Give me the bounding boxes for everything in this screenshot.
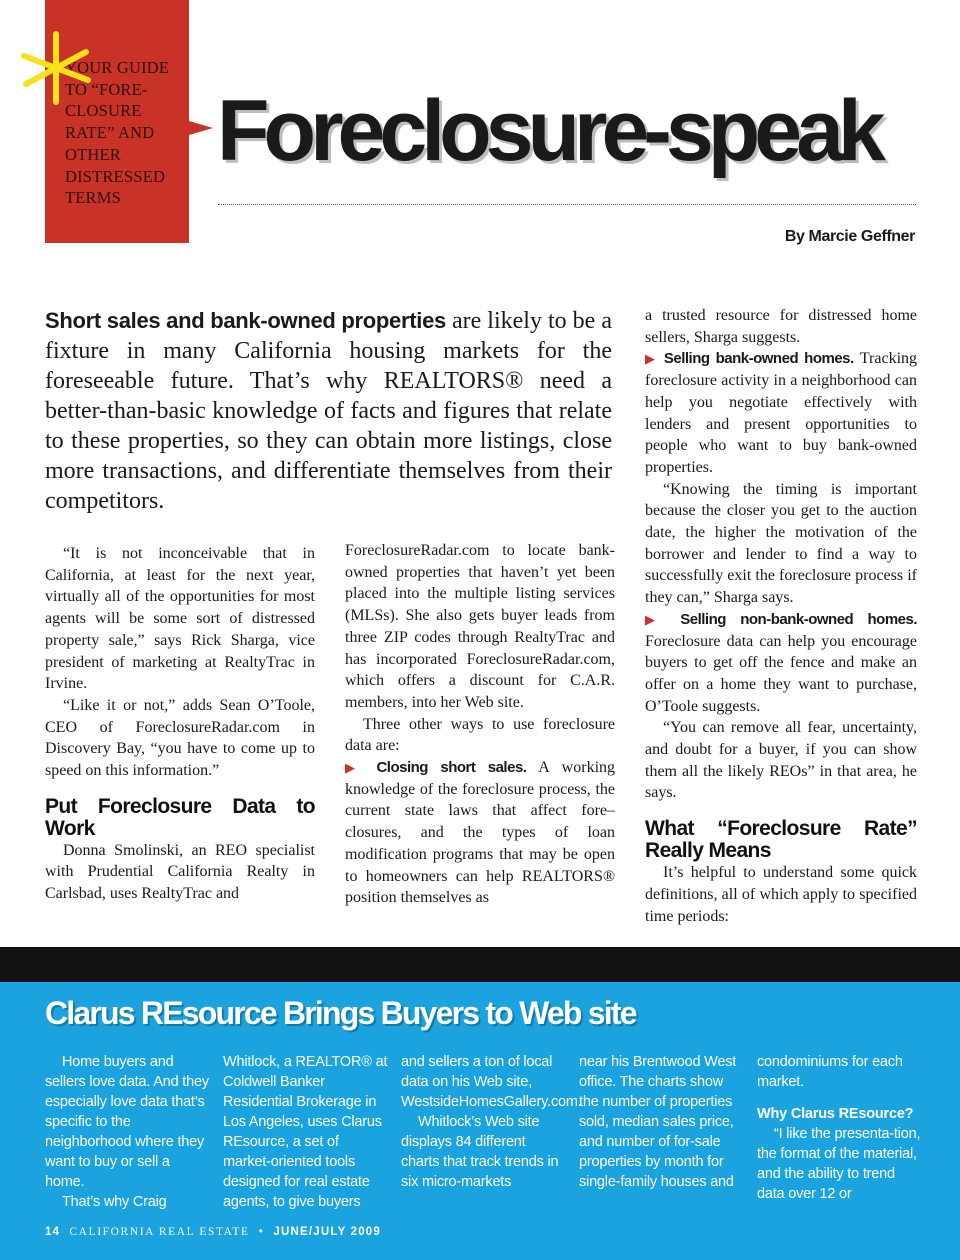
paragraph: It’s helpful to understand some quick definitions, all of which apply to specified time periods:: [645, 864, 917, 925]
sidebar-subhead: Why Clarus REsource?: [757, 1106, 914, 1122]
paragraph: and sellers a ton of local data on his Web site, WestsideHomesGallery.com.: [401, 1054, 582, 1110]
arrow-pointer-icon: [189, 121, 213, 135]
lead-in: Closing short sales.: [376, 759, 527, 777]
triangle-bullet-icon: ▶: [645, 611, 666, 627]
paragraph: “Like it or not,” adds Sean O’Toole, CEO of ForeclosureRadar.com in Discovery Bay, “you have to come up to speed on this information.”: [45, 696, 315, 780]
intro-paragraph: [45, 306, 612, 516]
sidebar-column-1: [45, 1052, 210, 1212]
publication-name: CALIFORNIA REAL ESTATE: [69, 1226, 250, 1238]
paragraph-text: Tracking foreclosure activity in a neighborhood can help you negotiate effectively with lenders and present opportunities to people who want to buy bank-owned properties.: [645, 350, 918, 476]
paragraph: Donna Smolinski, an REO specialist with Prudential California Realty in Carlsbad, uses RealtyTrac and: [45, 841, 315, 903]
paragraph: That’s why Craig: [62, 1194, 167, 1210]
paragraph: “Knowing the timing is important because the closer you get to the auction date, the higher the motivation of the borrower and lender to find a way to successfully exit the foreclosure process if they can,” Sharga says.: [645, 480, 917, 607]
article-column-2: [345, 540, 615, 909]
section-tab-text: YOUR GUIDE TO “FORE-CLOSURE RATE” AND OTHER DISTRESSED TERMS: [65, 58, 170, 208]
dotted-divider: [218, 204, 916, 205]
paragraph: [645, 609, 917, 718]
triangle-bullet-icon: ▶: [345, 760, 364, 776]
byline: By Marcie Geffner: [784, 228, 915, 245]
paragraph: condominiums for each market.: [757, 1054, 903, 1090]
paragraph-text: Foreclosure data can help you encourage buyers to get off the fence and make an offer on a home they want to purchase, O’Toole suggests.: [645, 632, 917, 715]
sidebar-top-band: [0, 947, 960, 982]
lead-in: Selling non-bank-owned homes.: [680, 610, 918, 628]
paragraph: ForeclosureRadar.com to locate bank-owned properties that haven’t yet been placed into the multiple listing services (MLSs). She also gets buyer leads from three ZIP codes through RealtyTrac and has incorporated ForeclosureRadar.com, which offers a discount for C.A.R. members, into her Web site.: [345, 542, 615, 711]
paragraph: a trusted resource for distressed home sellers, Sharga suggests.: [645, 307, 917, 346]
paragraph: Three other ways to use foreclosure data are:: [345, 715, 615, 755]
footer-bullet: •: [258, 1226, 265, 1238]
article-column-1: [45, 543, 315, 905]
paragraph: “It is not inconceivable that in California, at least for the next year, virtually all of the opportunities for most agents will be some sort of distressed property sale,” says Rick Sharga, vice president of marketing at RealtyTrac in Irvine.: [45, 545, 315, 693]
paragraph: Whitlock’s Web site displays 84 different charts that track trends in six micro-markets: [401, 1114, 559, 1190]
page-title: Foreclosure-speak: [217, 83, 880, 179]
page-footer: [45, 1226, 645, 1238]
star-icon: [16, 28, 96, 108]
triangle-bullet-icon: ▶: [645, 351, 658, 367]
sidebar-column-4: [579, 1052, 744, 1192]
paragraph: “I like the presenta-tion, the format of the material, and the ability to trend data over 12 or: [757, 1126, 921, 1202]
paragraph: [345, 757, 615, 909]
intro-lead: Short sales and bank-owned properties: [45, 308, 446, 333]
article-column-3: [645, 305, 917, 927]
paragraph: Home buyers and sellers love data. And they especially love data that’s specific to the neighborhood where they want to buy or sell a home.: [45, 1054, 209, 1190]
paragraph: near his Brentwood West office. The charts show the number of properties sold, median sales price, and number of for-sale properties by month for single-family houses and: [579, 1054, 737, 1190]
issue-date: JUNE/JULY 2009: [273, 1226, 382, 1238]
sidebar-column-5: [757, 1052, 922, 1204]
paragraph: “You can remove all fear, uncertainty, and doubt for a buyer, if you can show them all the likely REOs” in that area, he says.: [645, 719, 917, 802]
paragraph: [645, 348, 917, 478]
paragraph: Whitlock, a REALTOR® at Coldwell Banker Residential Brokerage in Los Angeles, uses Clarus REsource, a set of market-oriented tools designed for real estate agents, to give buyers: [223, 1054, 388, 1210]
lead-in: Selling bank-owned homes.: [663, 350, 854, 368]
subhead-foreclosure-rate: What “Foreclosure Rate” Really Means: [645, 817, 917, 863]
sidebar-title: Clarus REsource Brings Buyers to Web site: [45, 995, 636, 1031]
page-number: 14: [45, 1226, 61, 1238]
sidebar-column-3: [401, 1052, 582, 1192]
sidebar-column-2: [223, 1052, 388, 1212]
intro-body: are likely to be a fixture in many California housing markets for the foreseeable future. That’s why REALTORS® need a better-than-basic knowledge of facts and figures that relate to these properties, so they can obtain more listings, close more transactions, and differentiate themselves from their competitors.: [45, 308, 612, 514]
subhead-foreclosure-data: Put Foreclosure Data to Work: [45, 794, 315, 840]
paragraph-text: A working knowledge of the foreclosure process, the current state laws that affect fore–closures, and the types of loan modification programs that may be open to homeowners can help REALTORS® position themselves as: [345, 759, 616, 907]
